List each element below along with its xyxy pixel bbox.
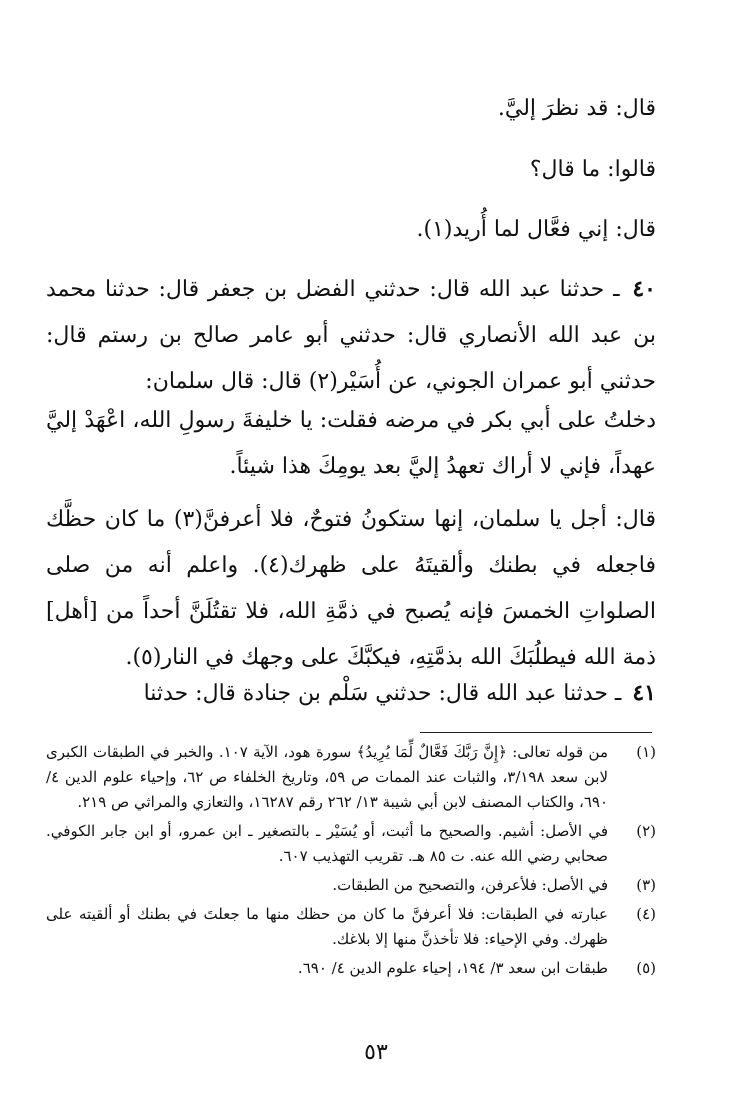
footnotes [46,740,656,985]
footnote-text: عبارته في الطبقات: فلا أعرفنَّ ما كان من حظك منها ما جعلتَ في بطنك أو ألقيته على ظهرك. وفي الإحياء: فلا تأخذنَّ منها إلا بلاغك. [46,905,608,948]
footnote-number: (٥) [636,959,656,977]
line-qala-nazara: قال: قد نظرَ إليَّ. [497,96,656,121]
footnote-2 [46,819,656,869]
footnote-number: (٣) [636,876,656,894]
hadith-41-paragraph [46,670,656,717]
footnote-5 [46,956,656,981]
line-inni-faal: قال: إني فعَّال لما أُريد(١). [416,217,656,242]
hadith-41-text: ـ حدثنا عبد الله قال: حدثني سَلْم بن جنادة قال: حدثنا [143,681,622,706]
footnote-3 [46,873,656,898]
footnote-text: في الأصل: فلأعرفن، والتصحيح من الطبقات. [332,876,608,894]
footnote-number: (٢) [636,822,656,840]
hadith-number-40: ٤٠ [632,276,656,302]
hadith-40-text: ـ حدثنا عبد الله قال: حدثني الفضل بن جعفر قال: حدثنا محمد بن عبد الله الأنصاري قال: حدثني أبو عامر صالح بن رستم قال: حدثني أبو عمران الجوني، عن أُسَيْر(٢) قال: قال سلمان: [46,277,656,394]
line-qalu-ma-qala: قالوا: ما قال؟ [529,157,656,182]
footnote-text: طبقات ابن سعد ٣/ ١٩٤، إحياء علوم الدين ٤/ ٦٩٠. [297,959,608,977]
footnote-4 [46,902,656,952]
page-number: ٥٣ [364,1040,388,1065]
footnote-number: (١) [636,743,656,761]
salman-request-paragraph: دخلتُ على أبي بكر في مرضه فقلت: يا خليفةَ رسولِ الله، اعْهَدْ إليَّ عهداً، فإني لا أراك تعهدُ إليَّ بعد يومِكَ هذا شيئاً. [46,408,656,479]
footnote-text: من قوله تعالى: ﴿إِنَّ رَبَّكَ فَعَّالٌ لِّمَا يُرِيدُ﴾ سورة هود، الآية ١٠٧. والخبر في الطبقات الكبرى لابن سعد ٣/١٩٨، والثبات عند الممات ص ٥٩، وتاريخ الخلفاء ص ٦٢، وإحياء علوم الدين ٤/ ٦٩٠، والكتاب المصنف لابن أبي شيبة ١٣/ ٢٦٢ رقم ١٦٢٨٧، والتعازي والمراثي ص ٢١٩. [46,743,608,811]
hadith-40-paragraph [46,266,656,405]
footnote-separator [420,732,652,733]
footnote-number: (٤) [636,905,656,923]
footnote-1 [46,740,656,815]
abu-bakr-reply-paragraph: قال: أجل يا سلمان، إنها ستكونُ فتوحٌ، فلا أعرفنَّ(٣) ما كان حظَّك فاجعله في بطنك وألقيتَهُ على ظهرك(٤). واعلم أنه من صلى الصلواتِ الخمسَ فإنه يُصبح في ذمَّةِ الله، فلا تقتُلَنَّ أحداً من [أهل] ذمة الله فيطلُبَكَ الله بذمَّتِهِ، فيكبَّكَ على وجهك في النار(٥). [46,507,656,670]
footnote-text: في الأصل: أشيم. والصحيح ما أثبت، أو يُسَيْر ـ بالتصغير ـ ابن عمرو، أو ابن جابر الكوفي. صحابي رضي الله عنه. ت ٨٥ هـ. تقريب التهذيب ٦٠٧. [46,822,608,865]
hadith-number-41: ٤١ [632,680,656,706]
